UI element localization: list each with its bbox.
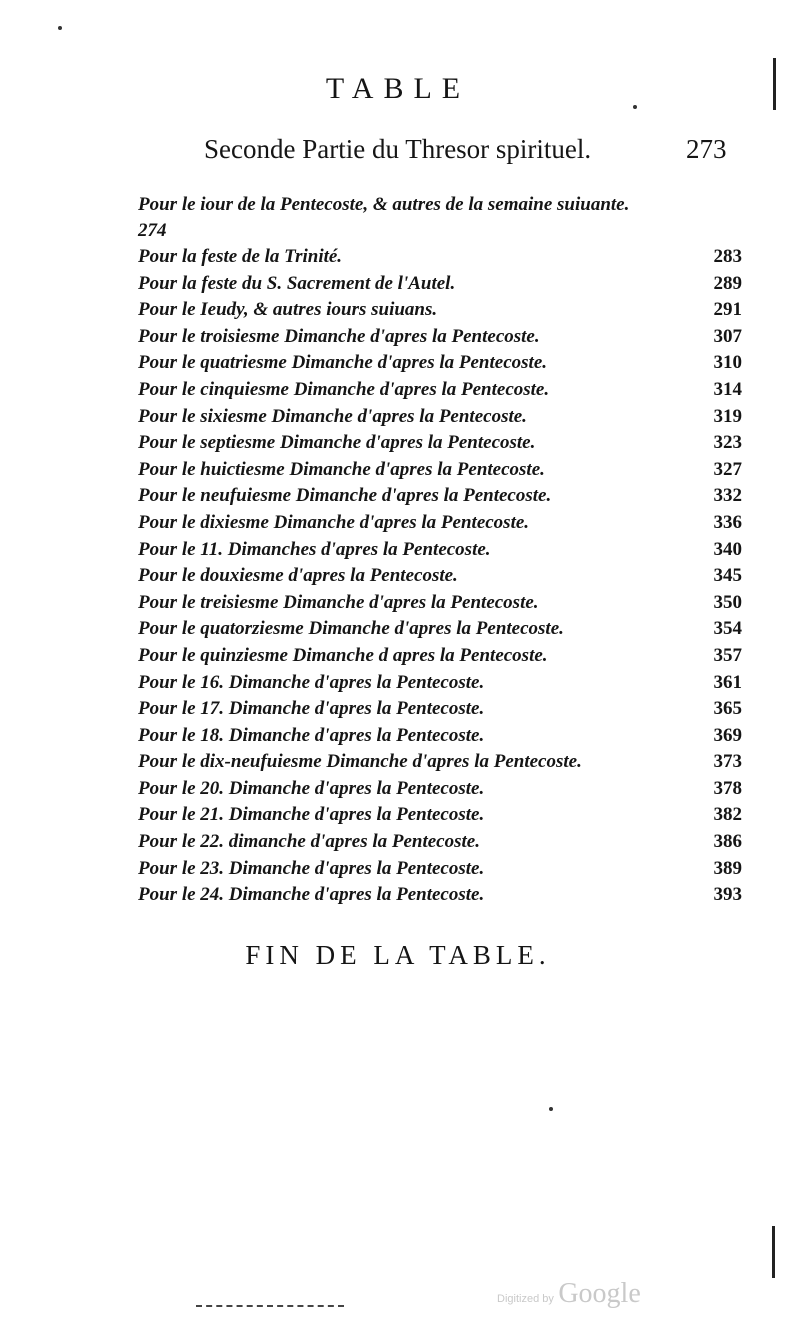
entry-page-number: 345 (713, 565, 742, 587)
table-entry (138, 670, 748, 697)
entry-page-number: 365 (713, 698, 742, 720)
entry-label: Pour la feste du S. Sacrement de l'Autel. (138, 272, 456, 294)
entry-page-number: 336 (713, 511, 742, 533)
entry-label: Pour le quatriesme Dimanche d'apres la Pentecoste. (138, 352, 548, 374)
watermark-brand: Google (558, 1278, 641, 1309)
entry-page-number: 307 (713, 325, 742, 347)
entry-label: Pour le 16. Dimanche d'apres la Pentecoste. (138, 671, 485, 693)
table-entry (138, 749, 748, 776)
entry-page-number: 323 (713, 432, 742, 454)
ink-speck (58, 26, 62, 30)
end-of-table: FIN DE LA TABLE. (245, 940, 551, 970)
table-entry (138, 510, 748, 537)
entry-label: Pour le 11. Dimanches d'apres la Pentecoste. (138, 538, 491, 560)
table-entry (138, 244, 748, 271)
table-entry (138, 430, 748, 457)
entry-page-number: 378 (713, 777, 742, 799)
entry-page-number: 291 (713, 299, 742, 321)
entry-page-number: 340 (713, 538, 742, 560)
table-entry (138, 723, 748, 750)
entry-label: Pour le quinziesme Dimanche d apres la Pentecoste. (138, 644, 548, 666)
table-entry (138, 776, 748, 803)
entry-page-number: 327 (713, 458, 742, 480)
entry-page-number: 382 (713, 804, 742, 826)
ink-speck (549, 1107, 553, 1111)
entry-label: Pour le 23. Dimanche d'apres la Pentecoste. (138, 857, 485, 879)
entry-label: Pour le cinquiesme Dimanche d'apres la Pentecoste. (138, 378, 550, 400)
entry-label: Pour le 22. dimanche d'apres la Pentecoste. (138, 831, 480, 853)
page-number: 273 (686, 134, 727, 164)
table-entry (138, 350, 748, 377)
entry-page-number: 386 (713, 831, 742, 853)
entry-page-number: 393 (713, 884, 742, 906)
page-edge-mark (772, 1226, 775, 1278)
entry-label: Pour le 21. Dimanche d'apres la Pentecoste. (138, 804, 485, 826)
entry-page-number: 310 (713, 352, 742, 374)
table-entry (138, 324, 748, 351)
table-entry (138, 563, 748, 590)
watermark-prefix: Digitized by (497, 1293, 554, 1305)
table-entry (138, 457, 748, 484)
table-entry (138, 829, 748, 856)
entry-label: Pour le huictiesme Dimanche d'apres la Pentecoste. (138, 458, 545, 480)
page-title: TABLE (325, 72, 471, 105)
table-entry (138, 590, 748, 617)
entry-page-number: 361 (713, 671, 742, 693)
entry-page-number: 350 (713, 591, 742, 613)
table-entry (138, 616, 748, 643)
entry-page-number: 314 (713, 378, 742, 400)
entry-label: Pour le 18. Dimanche d'apres la Pentecoste. (138, 724, 485, 746)
table-entry (138, 802, 748, 829)
entry-label: Pour le dix-neufuiesme Dimanche d'apres la Pentecoste. (138, 751, 582, 773)
table-entry (138, 882, 748, 909)
entry-label: Pour le 24. Dimanche d'apres la Pentecoste. (138, 884, 485, 906)
entry-page-number: 357 (713, 644, 742, 666)
entry-page-number: 389 (713, 857, 742, 879)
entry-page-number: 369 (713, 724, 742, 746)
table-entry (138, 377, 748, 404)
table-entry (138, 404, 748, 431)
table-entry-first (138, 192, 738, 244)
entry-label: Pour le iour de la Pentecoste, & autres de la semaine suiuante. (138, 194, 630, 215)
entry-label: Pour le quatorziesme Dimanche d'apres la Pentecoste. (138, 618, 564, 640)
google-watermark (497, 1278, 641, 1310)
entry-page-number: 319 (713, 405, 742, 427)
entry-label: Pour le septiesme Dimanche d'apres la Pentecoste. (138, 432, 536, 454)
entry-label: Pour le treisiesme Dimanche d'apres la Pentecoste. (138, 591, 539, 613)
entry-label: Pour le neufuiesme Dimanche d'apres la Pentecoste. (138, 485, 552, 507)
entry-label: Pour le dixiesme Dimanche d'apres la Pentecoste. (138, 511, 530, 533)
entry-label: Pour la feste de la Trinité. (138, 246, 343, 267)
table-entry (138, 643, 748, 670)
entry-label: Pour le Ieudy, & autres iours suiuans. (138, 299, 438, 321)
table-of-contents (138, 244, 748, 909)
table-entry (138, 483, 748, 510)
entry-label: Pour le sixiesme Dimanche d'apres la Pentecoste. (138, 405, 527, 427)
page-bottom-mark (196, 1305, 344, 1307)
entry-label: Pour le 17. Dimanche d'apres la Pentecoste. (138, 698, 485, 720)
entry-page-number: 373 (713, 751, 742, 773)
entry-page-number: 289 (713, 272, 742, 294)
table-entry (138, 696, 748, 723)
table-entry (138, 537, 748, 564)
table-entry (138, 297, 748, 324)
entry-page-number: 354 (713, 618, 742, 640)
entry-page-number: 283 (713, 246, 742, 267)
entry-label: Pour le troisiesme Dimanche d'apres la Pentecoste. (138, 325, 540, 347)
entry-label: Pour le douxiesme d'apres la Pentecoste. (138, 565, 458, 587)
table-entry (138, 856, 748, 883)
entry-page-number: 274 (138, 220, 167, 241)
table-entry (138, 271, 748, 298)
entry-label: Pour le 20. Dimanche d'apres la Pentecoste. (138, 777, 485, 799)
section-subtitle: Seconde Partie du Thresor spirituel. (204, 134, 592, 164)
entry-page-number: 332 (713, 485, 742, 507)
